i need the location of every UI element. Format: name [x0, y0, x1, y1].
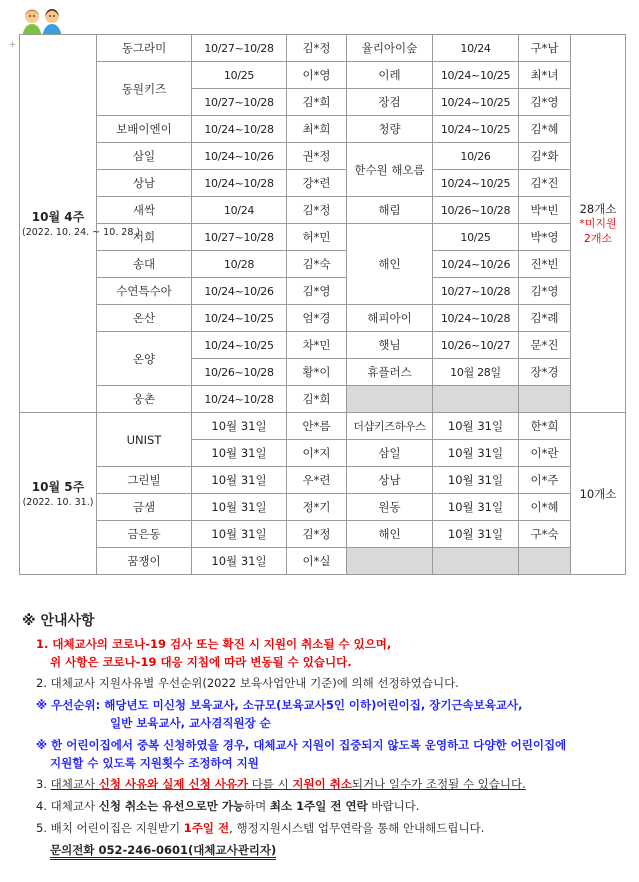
- center-name: 더샵키즈하우스: [347, 413, 433, 440]
- n5-part-c: , 행정지원시스템 업무연락을 통해 안내해드립니다.: [229, 821, 485, 835]
- support-date: 10월 31일: [192, 521, 287, 548]
- support-date: 10/24~10/28: [192, 170, 287, 197]
- teacher-name: 김*례: [519, 305, 571, 332]
- support-date: 10월 31일: [192, 494, 287, 521]
- duplicate-line-1: ※ 한 어린이집에서 중복 신청하였을 경우, 대체교사 지원이 집중되지 않도록 운영하고 다양한 어린이집에: [36, 737, 567, 752]
- teacher-name: 김*정: [287, 197, 347, 224]
- support-date: 10월 31일: [433, 440, 519, 467]
- notice-item-1: [22, 636, 622, 672]
- teacher-name: 구*남: [519, 35, 571, 62]
- center-name: 금은동: [97, 521, 192, 548]
- support-date: 10/27~10/28: [192, 224, 287, 251]
- teacher-name: 엄*경: [287, 305, 347, 332]
- empty-cell: [347, 386, 433, 413]
- unsupported-note: *미지원: [579, 217, 617, 231]
- teacher-name: 이*지: [287, 440, 347, 467]
- center-name: 장검: [347, 89, 433, 116]
- center-name: 청량: [347, 116, 433, 143]
- center-name: 웅촌: [97, 386, 192, 413]
- teacher-name: 문*진: [519, 332, 571, 359]
- notice-duplicate: [22, 737, 622, 773]
- week-count-cell: [571, 413, 626, 575]
- center-name: 온양: [97, 332, 192, 386]
- teacher-name: 이*실: [287, 548, 347, 575]
- notice-1-line-1: 1. 대체교사의 코로나-19 검사 또는 확진 시 지원이 취소될 수 있으며,: [36, 636, 392, 651]
- center-name: 그린빌: [97, 467, 192, 494]
- table-row: [20, 521, 626, 548]
- notice-item-3: [22, 776, 622, 794]
- n4-part-a: 4. 대체교사: [36, 799, 99, 814]
- center-name: 새싹: [97, 197, 192, 224]
- center-name: UNIST: [97, 413, 192, 467]
- teacher-name: 이*혜: [519, 494, 571, 521]
- teacher-name: 김*영: [519, 278, 571, 305]
- support-date: 10/28: [192, 251, 287, 278]
- n4-part-c: 하며: [244, 799, 270, 814]
- notice-section: [22, 611, 622, 860]
- support-date: 10월 31일: [433, 467, 519, 494]
- table-row: [20, 143, 626, 170]
- teacher-name: 황*이: [287, 359, 347, 386]
- week-count-cell: [571, 35, 626, 413]
- teacher-name: 이*주: [519, 467, 571, 494]
- notice-item-2: 2. 대체교사 지원사유별 우선순위(2022 보육사업안내 기준)에 의해 선정하였습니다.: [36, 676, 459, 691]
- center-name: 해인: [347, 224, 433, 305]
- center-name: 율리아이숲: [347, 35, 433, 62]
- notice-item-4: [22, 798, 622, 816]
- contact-line: [22, 842, 622, 860]
- n4-part-b: 신청 취소는 유선으로만 가능: [98, 799, 245, 814]
- schedule-table: [19, 34, 626, 575]
- n5-part-b: 1주일 전: [183, 821, 230, 835]
- teacher-name: 우*련: [287, 467, 347, 494]
- teacher-name: 김*정: [287, 521, 347, 548]
- center-name: 이레: [347, 62, 433, 89]
- teacher-name: 진*빈: [519, 251, 571, 278]
- teacher-name: 박*영: [519, 224, 571, 251]
- table-row: [20, 278, 626, 305]
- support-date: 10/24~10/28: [192, 116, 287, 143]
- teacher-name: 한*희: [519, 413, 571, 440]
- support-date: 10월 28일: [433, 359, 519, 386]
- table-row: [20, 197, 626, 224]
- table-row: [20, 494, 626, 521]
- center-name: 원동: [347, 494, 433, 521]
- teacher-name: 김*화: [519, 143, 571, 170]
- empty-cell: [347, 548, 433, 575]
- center-name: 삼일: [97, 143, 192, 170]
- center-name: 수연특수아: [97, 278, 192, 305]
- empty-cell: [519, 386, 571, 413]
- n3-num: 3.: [36, 777, 51, 792]
- center-name: 상남: [97, 170, 192, 197]
- teacher-name: 구*숙: [519, 521, 571, 548]
- table-row: [20, 332, 626, 359]
- teacher-name: 이*영: [287, 62, 347, 89]
- teacher-name: 허*민: [287, 224, 347, 251]
- support-date: 10월 31일: [192, 413, 287, 440]
- n4-part-e: 바랍니다.: [367, 799, 420, 814]
- support-date: 10/26~10/28: [192, 359, 287, 386]
- support-date: 10/24~10/25: [433, 116, 519, 143]
- center-name: 해림: [347, 197, 433, 224]
- center-name: 동원키즈: [97, 62, 192, 116]
- week-cell: [20, 413, 97, 575]
- teacher-name: 김*희: [287, 386, 347, 413]
- n5-part-a: 5. 배치 어린이집은 지원받기: [36, 821, 184, 835]
- week-count: 28개소: [579, 202, 617, 217]
- table-row: [20, 116, 626, 143]
- center-name: 금샘: [97, 494, 192, 521]
- support-date: 10/24~10/26: [433, 251, 519, 278]
- week-cell: [20, 35, 141, 413]
- support-date: 10월 31일: [433, 413, 519, 440]
- teacher-name: 정*기: [287, 494, 347, 521]
- teacher-name: 김*숙: [287, 251, 347, 278]
- table-row: [20, 170, 626, 197]
- center-name: 해인: [347, 521, 433, 548]
- teacher-name: 박*빈: [519, 197, 571, 224]
- support-date: 10/24~10/28: [433, 305, 519, 332]
- support-date: 10/24~10/25: [192, 332, 287, 359]
- center-name: 꿈쟁이: [97, 548, 192, 575]
- support-date: 10월 31일: [433, 494, 519, 521]
- n4-part-d: 최소 1주일 전 연락: [269, 799, 368, 814]
- support-date: 10/24~10/26: [192, 278, 287, 305]
- teacher-name: 이*란: [519, 440, 571, 467]
- support-date: 10/24~10/25: [192, 305, 287, 332]
- center-name: 삼일: [347, 440, 433, 467]
- center-name: 동그라미: [97, 35, 192, 62]
- duplicate-line-2: 지원할 수 있도록 지원횟수 조정하여 지원: [50, 755, 259, 770]
- support-date: 10/24~10/26: [192, 143, 287, 170]
- week-title: 10월 4주: [31, 210, 85, 225]
- table-row: [20, 467, 626, 494]
- n3-part-d: 다를 시: [248, 777, 293, 792]
- center-name: 보배이엔이: [97, 116, 192, 143]
- center-name: 상남: [347, 467, 433, 494]
- center-name: 휴플러스: [347, 359, 433, 386]
- week-dates: (2022. 10. 31.): [22, 497, 94, 509]
- corner-mark: +: [9, 40, 17, 50]
- teacher-name: 김*희: [287, 89, 347, 116]
- table-row: [20, 413, 626, 440]
- support-date: 10/24: [192, 197, 287, 224]
- support-date: 10/26: [433, 143, 519, 170]
- teacher-name: 김*혜: [519, 116, 571, 143]
- table-row: [20, 386, 626, 413]
- center-name: 해피아이: [347, 305, 433, 332]
- support-date: 10월 31일: [192, 548, 287, 575]
- support-date: 10월 31일: [192, 467, 287, 494]
- center-name: 서희: [97, 224, 192, 251]
- notice-1-line-2: 위 사항은 코로나-19 대응 지침에 따라 변동될 수 있습니다.: [50, 654, 352, 669]
- n3-part-e: 지원이 취소: [292, 777, 352, 792]
- support-date: 10/24~10/25: [433, 62, 519, 89]
- n3-part-c: 신청 사유와 실제 신청 사유가: [98, 777, 249, 792]
- notice-priority: [22, 697, 622, 733]
- support-date: 10월 31일: [192, 440, 287, 467]
- table-row: [20, 251, 626, 278]
- week-title: 10월 5주: [31, 480, 85, 495]
- table-row: [20, 548, 626, 575]
- center-name: 햇님: [347, 332, 433, 359]
- unsupported-count: 2개소: [583, 231, 613, 245]
- table-row: [20, 305, 626, 332]
- n3-part-b: 대체교사: [50, 777, 99, 792]
- teacher-name: 김*영: [519, 89, 571, 116]
- teacher-name: 장*경: [519, 359, 571, 386]
- support-date: 10/27~10/28: [433, 278, 519, 305]
- table-row: [20, 35, 626, 62]
- support-date: 10/25: [192, 62, 287, 89]
- week-dates: (2022. 10. 24. ~ 10. 28.): [22, 227, 141, 239]
- notice-item-5: [22, 820, 622, 838]
- teacher-name: 안*름: [287, 413, 347, 440]
- center-name: 송대: [97, 251, 192, 278]
- notice-heading: ※ 안내사항: [22, 613, 95, 629]
- teacher-name: 김*정: [287, 35, 347, 62]
- empty-cell: [433, 386, 519, 413]
- table-row: [20, 62, 626, 89]
- center-name: 온산: [97, 305, 192, 332]
- support-date: 10/27~10/28: [192, 89, 287, 116]
- support-date: 10월 31일: [433, 521, 519, 548]
- priority-line-2: 일반 보육교사, 교사겸직원장 순: [110, 715, 271, 730]
- teacher-name: 최*희: [287, 116, 347, 143]
- week-count: 10개소: [579, 486, 617, 501]
- n3-part-f: 되거나 일수가 조정될 수 있습니다.: [351, 777, 526, 792]
- support-date: 10/25: [433, 224, 519, 251]
- teacher-name: 최*녀: [519, 62, 571, 89]
- support-date: 10/24~10/25: [433, 89, 519, 116]
- teacher-name: 강*련: [287, 170, 347, 197]
- teacher-name: 차*민: [287, 332, 347, 359]
- contact-info: 문의전화 052-246-0601(대체교사관리자): [50, 843, 276, 860]
- support-date: 10/26~10/28: [433, 197, 519, 224]
- support-date: 10/26~10/27: [433, 332, 519, 359]
- empty-cell: [433, 548, 519, 575]
- support-date: 10/24: [433, 35, 519, 62]
- priority-line-1: ※ 우선순위: 해당년도 미신청 보육교사, 소규모(보육교사5인 이하)어린이집, 장기근속보육교사,: [36, 698, 523, 713]
- support-date: 10/24~10/25: [433, 170, 519, 197]
- teacher-name: 권*정: [287, 143, 347, 170]
- teacher-name: 김*영: [287, 278, 347, 305]
- support-date: 10/27~10/28: [192, 35, 287, 62]
- teacher-name: 김*진: [519, 170, 571, 197]
- support-date: 10/24~10/28: [192, 386, 287, 413]
- empty-cell: [519, 548, 571, 575]
- center-name: 한수원 해오름: [347, 143, 433, 197]
